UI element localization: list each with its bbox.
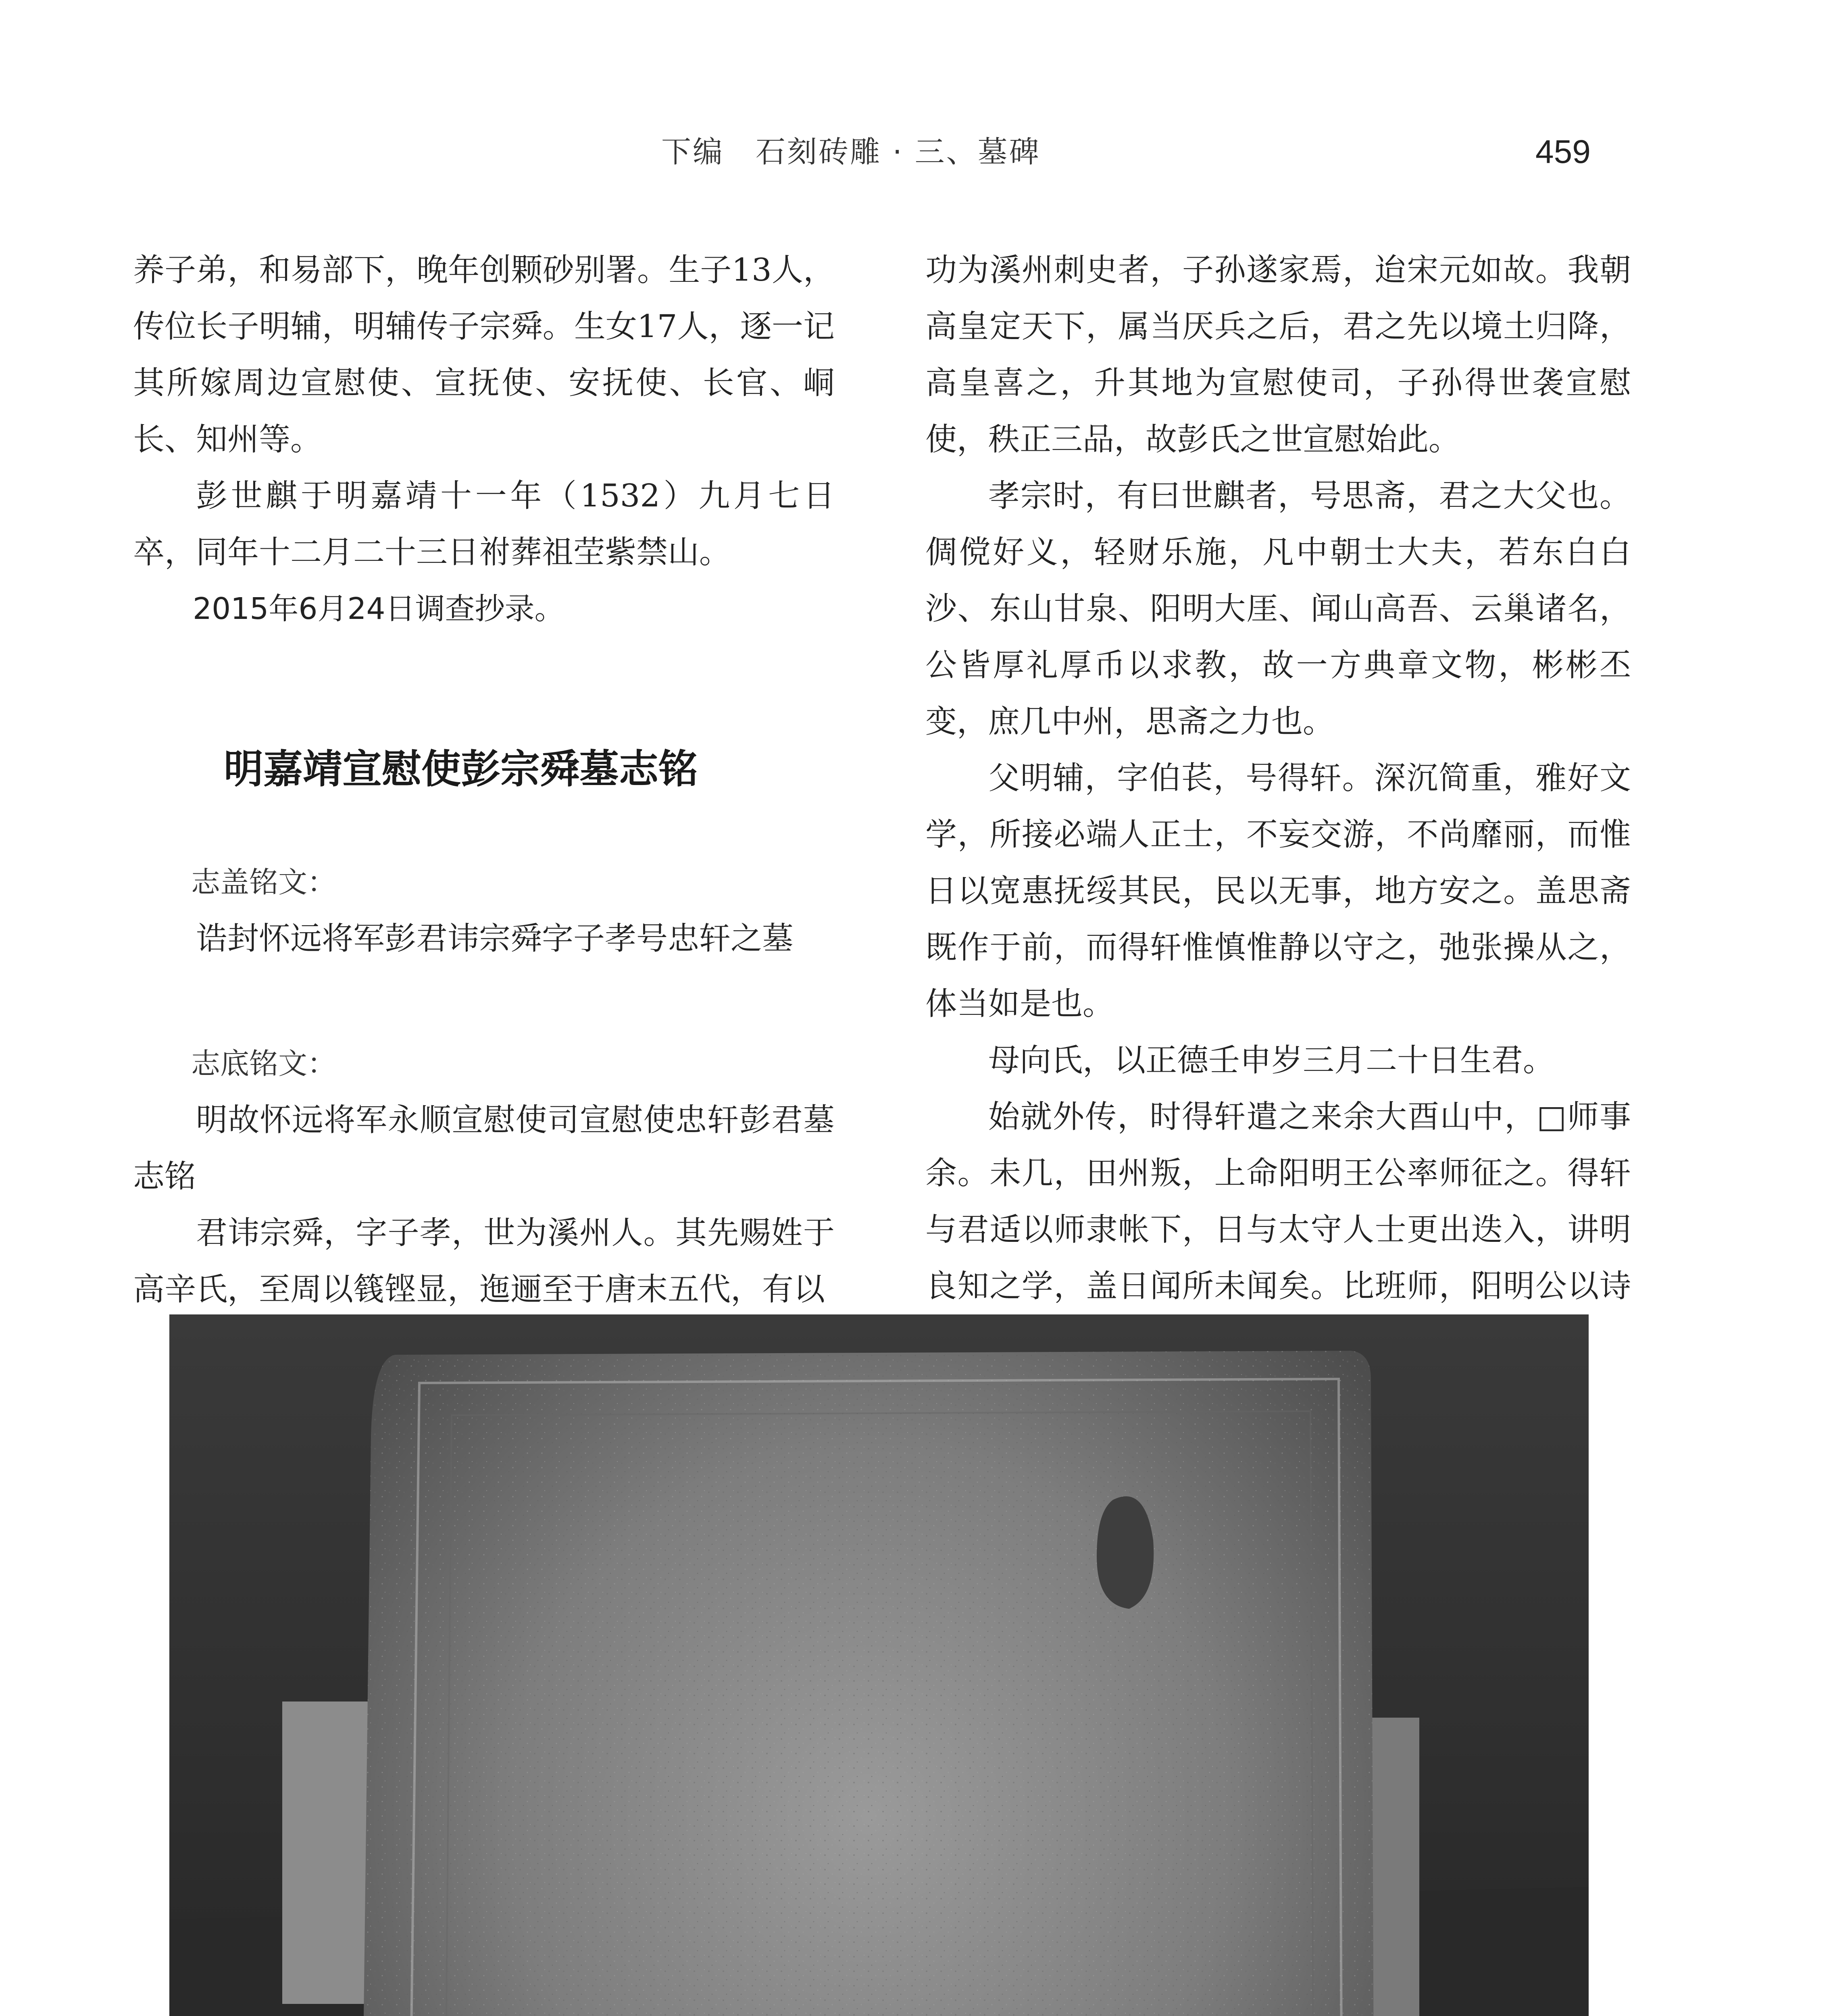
base-inscription	[133, 1035, 835, 1318]
base-text: 君讳宗舜，字子孝，世为溪州人。其先赐姓于高辛氏，至周以篯铿显，迤逦至于唐末五代，有以	[133, 1215, 835, 1308]
lid-label: 志盖铭文：	[191, 865, 337, 899]
body-paragraph: 功为溪州刺史者，子孙遂家焉，迨宋元如故。我朝高皇定天下，属当厌兵之后，君之先以境土归降，高皇喜之，升其地为宣慰使司，子孙得世袭宣慰使，秩正三品，故彭氏之世宣慰始此。	[925, 252, 1631, 458]
page-number: 459	[1535, 133, 1591, 170]
base-title: 明故怀远将军永顺宣慰使司宣慰使忠轩彭君墓志铭	[133, 1102, 835, 1195]
left-column	[133, 242, 835, 1318]
lid-text: 诰封怀远将军彭君讳宗舜字子孝号忠轩之墓	[196, 921, 794, 957]
body-paragraph: 孝宗时，有曰世麒者，号思斋，君之大父也。倜傥好义，轻财乐施，凡中朝士大夫，若东白白沙、东山甘泉、阳明大厓、闻山高吾、云巢诸名，公皆厚礼厚币以求教，故一方典章文物，彬彬丕变，庶几中州，思斋之力也。	[925, 478, 1631, 740]
lid-inscription	[133, 854, 835, 967]
section-title: 明嘉靖宣慰使彭宗舜墓志铭	[224, 746, 698, 792]
survey-note: 2015年6月24日调查抄录。	[193, 591, 564, 626]
body-paragraph: 始就外传，时得轩遣之来余大酉山中，□师事余。未几，田州叛，上命阳明王公率师征之。得轩与君适以师隶帐下，日与太守人士更出迭入，讲明良知之学，盖日闻所未闻矣。比班师，阳明公以诗	[925, 1099, 1631, 1304]
body-paragraph: 母向氏，以正德壬申岁三月二十日生君。	[988, 1042, 1555, 1079]
base-label: 志底铭文：	[191, 1047, 337, 1081]
body-paragraph: 彭世麒于明嘉靖十一年（1532）九月七日卒，同年十二月二十三日祔葬祖茔紫禁山。	[133, 478, 835, 571]
tombstone-image	[169, 1314, 1589, 2016]
tombstone-photo	[169, 1314, 1589, 2016]
body-paragraph: 父明辅，字伯苌，号得轩。深沉简重，雅好文学，所接必端人正士，不妄交游，不尚靡丽，而惟日以宽惠抚绥其民，民以无事，地方安之。盖思斋既作于前，而得轩惟慎惟静以守之，弛张操从之，体当如是也。	[925, 760, 1631, 1022]
body-paragraph: 养子弟，和易部下，晚年创颗砂别署。生子13人，传位长子明辅，明辅传子宗舜。生女17人，逐一记其所嫁周边宣慰使、宣抚使、安抚使、长官、峒长、知州等。	[133, 252, 835, 458]
running-header: 下编 石刻砖雕 · 三、墓碑	[661, 135, 1041, 169]
right-column	[925, 242, 1631, 1371]
